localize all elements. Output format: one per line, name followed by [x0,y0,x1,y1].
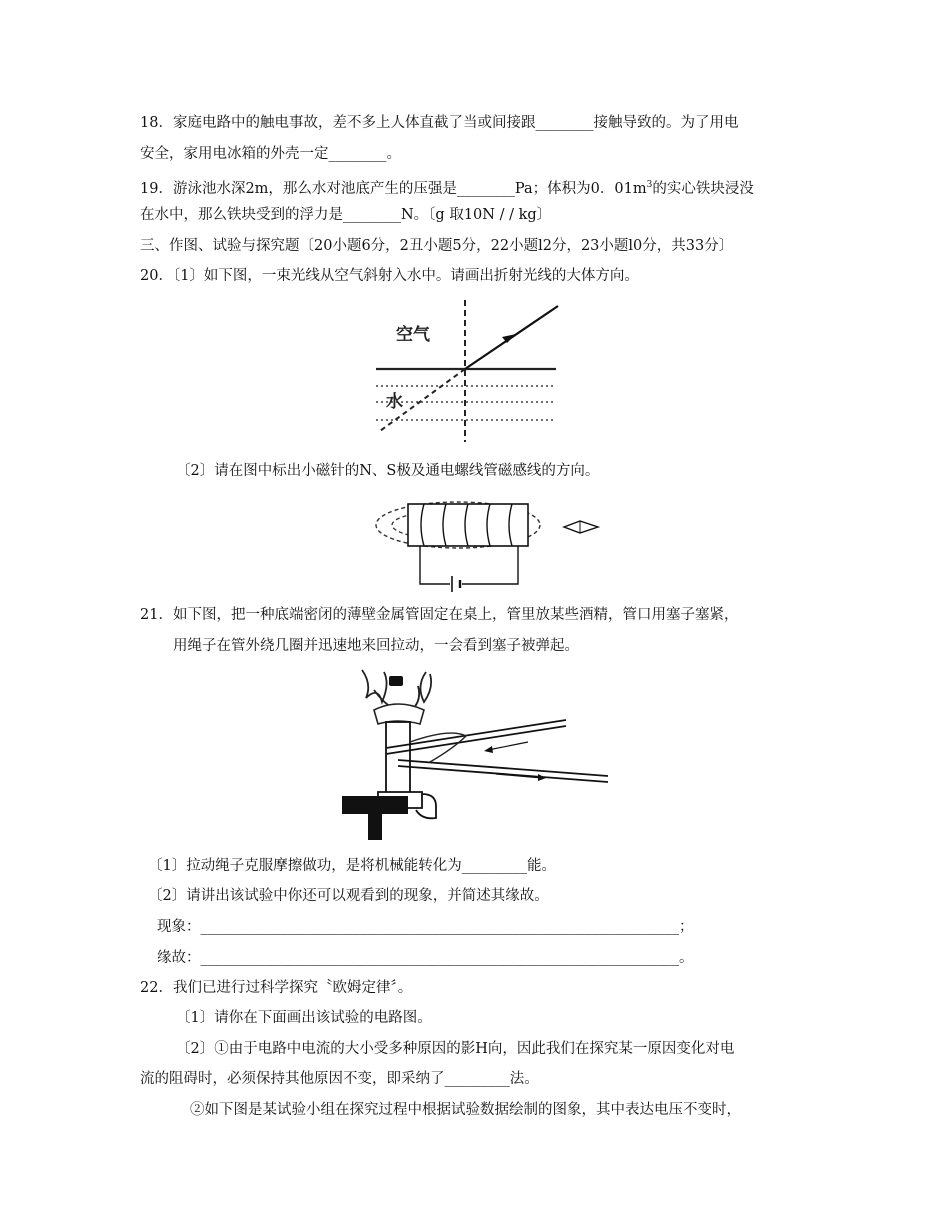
q18-line1: 18．家庭电路中的触电事故，差不多上人体直截了当或间接跟________接触导致的。为了用电 [140,115,739,131]
q22-sub2-line2: 流的阻碍时，必须保持其他原因不变，即采纳了_________法。 [140,1071,539,1087]
q21-sub1: 〔1〕拉动绳子克服摩擦做功，是将机械能转化为_________能。 [148,858,556,874]
solenoid-figure [372,490,612,594]
q21-line2: 用绳子在管外绕几圈并迅速地来回拉动，一会看到塞子被弹起。 [173,638,579,654]
q22-line1: 22．我们已进行过科学探究〝欧姆定律〞。 [140,980,413,996]
compass-needle [564,521,598,533]
q21-line1: 21．如下图，把一种底端密闭的薄壁金属管固定在桌上，管里放某些酒精，管口用塞子塞紧， [140,607,739,623]
q20-part2: 〔2〕请在图中标出小磁针的N、S极及通电螺线管磁感线的方向。 [176,463,600,479]
q20-part1: 20．〔1〕如下图，一束光线从空气斜射入水中。请画出折射光线的大体方向。 [140,268,639,284]
circuit-wire-left [420,546,450,584]
q21-reason-line: 缘故：__________________________________________________________________。 [157,950,694,966]
circuit-wire-right [462,546,518,584]
label-air: 空气 [396,325,430,345]
q21-phenomenon-line: 现象：__________________________________________________________________； [157,919,694,935]
table [342,796,408,840]
label-water: 水 [386,392,403,412]
q22-sub1: 〔1〕请你在下面画出该试验的电路图。 [176,1010,432,1026]
q22-sub2-line3: ②如下图是某试验小组在探究过程中根据试验数据绘制的图象，其中表达电压不变时， [190,1102,741,1118]
q19-line2: 在水中，那么铁块受到的浮力是________N。〔g 取10N / / kg〕 [140,207,552,223]
vapor-cloud [374,704,424,724]
q19-line1 [140,175,820,199]
q19-line1-b: 的实心铁块浸没 [652,180,754,197]
q19-superscript: 3 [646,180,653,190]
section3-heading: 三、作图、试验与探究题〔20小题6分，2丑小题5分，22小题l2分，23小题l0分，共33分〕 [140,238,734,254]
pull-arrowhead-right [538,774,546,781]
pull-arrowhead-left [484,746,493,753]
rope-upper-1 [386,720,566,748]
cork-stopper [389,676,403,686]
q21-sub2: 〔2〕请讲出该试验中你还可以观看到的现象，并简述其缘故。 [148,888,549,904]
metal-tube [386,722,410,794]
q18-line2: 安全，家用电冰箱的外壳一定________。 [140,146,401,162]
q22-sub2-line1: 〔2〕①由于电路中电流的大小受多种原因的影H向，因此我们在探究某一原因变化对电 [176,1041,735,1057]
friction-tube-figure [338,664,610,848]
q19-line1-a: 19．游泳池水深2m，那么水对池底产生的压强是________Pa；体积为0．01m [140,180,647,197]
pull-arrow-left [488,742,528,750]
refraction-figure [372,296,562,446]
rope-upper-2 [386,726,566,754]
